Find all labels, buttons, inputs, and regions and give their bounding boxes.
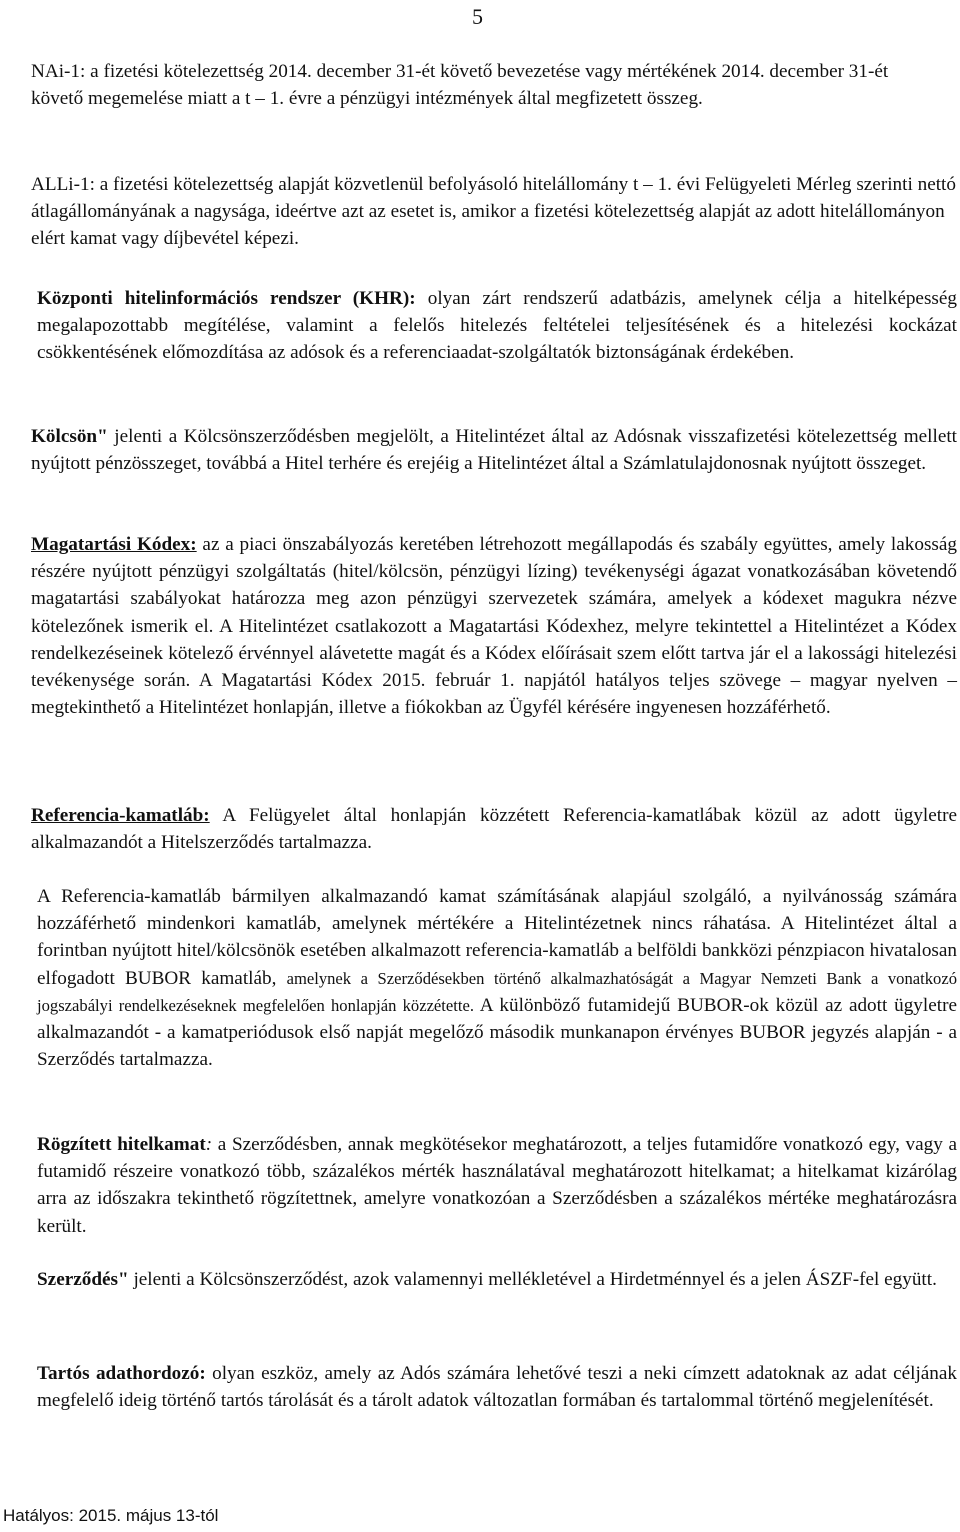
paragraph-text: A különböző futamidejű BUBOR-ok közül az adott ügyletre alkalmazandót - a kamatperiódusok első napját megelőző második munkanapon érvényes BUBOR jegyzés alapján - a Szerződés tartalmazza. <box>37 994 957 1071</box>
definition-term: Rögzített hitelkamat <box>37 1134 206 1155</box>
definition-text: az a piaci önszabályozás keretében létrehozott megállapodás és szabály együttes, amely lakosság részére nyújtott pénzügyi szolgáltatás (hitel/kölcsön, pénzügyi lízing) tevékenységi ágazat vonatkozásában követendő magatartási szabályokat határozza meg azon pénzügyi szervezetek számára, amelyek a kódexet magukra nézve kötelezőnek ismerik el. A Hitelintézet csatlakozott a Magatartási Kódexhez, melyre tekintettel a Hitelintézet a Kódex rendelkezéseinek kötelező érvénnyel alávetette magát és a Kódex előírásait szem előtt tartva jár el a lakossági hitelezési tevékenysége során. A Magatartási Kódex 2015. február 1. napjától hatályos teljes szövege – magyar nyelven – megtekinthető a Hitelintézet honlapján, illetve a fiókokban az Ügyfél kérésére ingyenesen hozzáférhető. <box>31 534 957 719</box>
definition-term: Tartós adathordozó: <box>37 1363 206 1384</box>
definition-text: jelenti a Kölcsönszerződésben megjelölt, a Hitelintézet által az Adósnak visszafizetési kötelezettség mellett nyújtott pénzösszeget, továbbá a Hitel terhére és erejéig a Hitelintézet által a Számlatulajdonosnak nyújtott összeget. <box>31 426 957 475</box>
definition-text: a Szerződésben, annak megkötésekor meghatározott, a teljes futamidőre vonatkozó egy, vagy a futamidő részeire vonatkozó több, százalékos mérték használatával meghatározott hitelkamat; a hitelkamat kizárólag arra az időszakra tekinthető rögzítettnek, amelyre vonatkozóan a Szerződésben a százalékos mértéke meghatározásra került. <box>37 1134 957 1237</box>
definition-term: Kölcsön" <box>31 426 108 447</box>
paragraph-text-small: amelynek a Szerződésekben történő alkalmazhatóságát a Magyar Nemzeti Bank a vonatkozó jogszabályi rendelkezéseknek megfelelően honlapján közzétette. <box>37 968 957 1015</box>
definition-term: Magatartási Kódex: <box>31 534 197 555</box>
definition-term: Központi hitelinformációs rendszer (KHR): <box>37 288 416 309</box>
definition-colon: : <box>205 1134 213 1155</box>
page-number: 5 <box>472 4 483 29</box>
definition-magatartasi-kodex <box>31 531 957 721</box>
definition-referencia-kamatlab <box>31 802 957 856</box>
paragraph-alli <box>31 171 960 253</box>
definition-szerzodes <box>37 1266 957 1293</box>
paragraph-referencia-details <box>37 883 957 1073</box>
paragraph-text: A Referencia-kamatláb bármilyen alkalmazandó kamat számításának alapjául szolgáló, a nyilvánosság számára hozzáférhető mindenkori kamatláb, amelynek mértékére a Hitelintézetnek nincs ráhatása. A Hitelintézet által a forintban nyújtott hitel/kölcsönök esetében alkalmazott referencia-kamatláb a belföldi bankközi pénzpiacon hivatalosan elfogadott BUBOR kamatláb, <box>37 886 957 989</box>
footer-effective-date: Hatályos: 2015. május 13-tól <box>3 1506 219 1525</box>
definition-text: jelenti a Kölcsönszerződést, azok valamennyi mellékletével a Hirdetménnyel és a jelen ÁSZF-fel együtt. <box>128 1269 937 1290</box>
definition-tartos-adathordozo <box>37 1360 957 1414</box>
definition-text: A Felügyelet által honlapján közzétett Referencia-kamatlábak közül az adott ügyletre alkalmazandót a Hitelszerződés tartalmazza. <box>31 805 957 854</box>
definition-term: Referencia-kamatláb: <box>31 805 210 826</box>
definition-text: olyan zárt rendszerű adatbázis, amelynek célja a hitelképesség megalapozottabb megítélése, valamint a felelős hitelezés feltételei teljesítésének és a hitelezési kockázat csökkentésének előmozdítása az adósok és a referenciaadat-szolgáltatók biztonságának érdekében. <box>37 288 957 364</box>
definition-kolcson <box>31 423 957 477</box>
paragraph-nai <box>31 58 931 112</box>
definition-khr <box>37 285 957 367</box>
paragraph-text: NAi-1: a fizetési kötelezettség 2014. december 31-ét követő bevezetése vagy mértékének 2014. december 31-ét követő megemelése miatt a t – 1. évre a pénzügyi intézmények által megfizetett összeg. <box>31 61 889 110</box>
definition-term: Szerződés" <box>37 1269 129 1290</box>
definition-text: olyan eszköz, amely az Adós számára lehetővé teszi a neki címzett adatoknak az adat céljának megfelelő ideig történő tartós tárolását és a tárolt adatok változatlan formában és tartalommal történő megjelenítését. <box>37 1363 957 1412</box>
definition-rogzitett-hitelkamat <box>37 1131 957 1240</box>
paragraph-text: ALLi-1: a fizetési kötelezettség alapját közvetlenül befolyásoló hitelállomány t – 1. évi Felügyeleti Mérleg szerinti nettó átlagállományának a nagysága, ideértve azt az esetet is, amikor a fizetési kötelezettség alapját az adott hitelállományon elért kamat vagy díjbevétel képezi. <box>31 174 956 250</box>
